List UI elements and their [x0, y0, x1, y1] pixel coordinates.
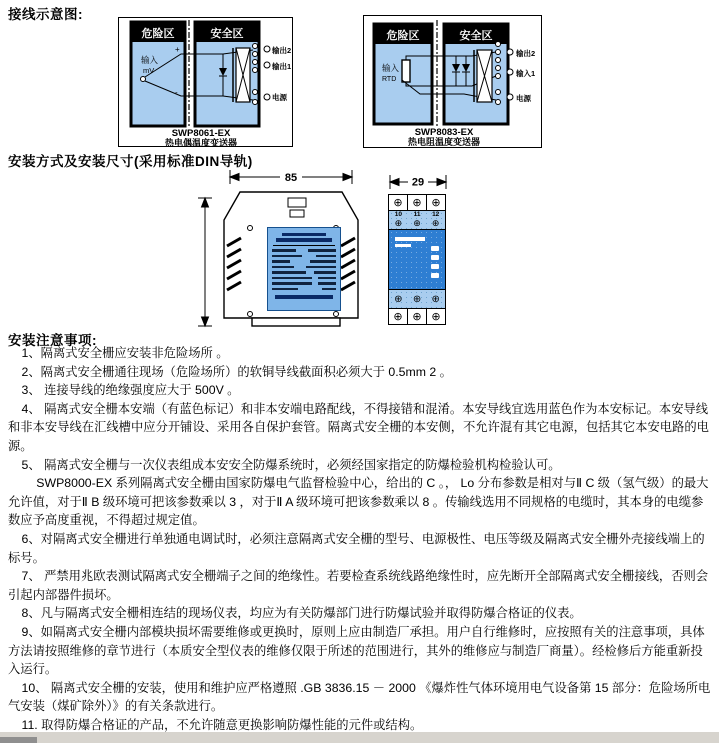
terminal-label-power: 电源	[272, 93, 287, 102]
screw-terminal-icon: ⊕	[431, 293, 440, 305]
note-item-5-continuation: SWP8000-EX 系列隔离式安全栅由国家防爆电气监督检验中心，给出的 C 。， Lo 分布参数是相对与Ⅱ C 级（氢气级）的最大允许值，对于Ⅱ B 级环境可把该参数乘以 3 ，对于Ⅱ A 级环境可把该参数乘以 8 。传输线选用不同规格的电缆时，其本身的电缆参数应予高度重视，不得超过规定值。	[8, 476, 709, 528]
installation-notes	[8, 344, 714, 734]
note-item-1: 1、隔离式安全栅应安装非危险场所 。	[21, 346, 229, 360]
footer-dark-block	[0, 737, 37, 743]
terminal-label-output2: 输出2	[272, 46, 292, 55]
upper-screw-row	[389, 211, 445, 230]
screw-terminal-icon: ⊕	[413, 218, 421, 228]
note-item-5: 5、 隔离式安全栅与一次仪表组成本安安全防爆系统时，必须经国家指定的防爆检验机构检验认可。	[21, 457, 561, 472]
brand-logo-bar	[395, 244, 411, 247]
note-item-10: 10、 隔离式安全栅的安装，使用和维护应严格遵照 .GB 3836.15 － 2000 《爆炸性气体环境用电气设备第 15 部分：危险场所电气安装（煤矿除外）》的有关条款进行。	[8, 680, 711, 714]
terminal-label-input1: 输入1	[516, 69, 536, 78]
bottom-terminal-block	[389, 308, 445, 324]
screw-terminal-icon: ⊕	[431, 197, 441, 209]
terminal-number: 10	[394, 211, 402, 218]
terminal-label-output2: 输出2	[516, 49, 536, 58]
terminal-label-output1: 输出1	[272, 62, 292, 71]
note-item-2: 2、隔离式安全栅通往现场（危险场所）的软铜导线截面积必须大于 0.5mm 2 。	[21, 364, 452, 379]
screw-terminal-icon: ⊕	[431, 311, 441, 323]
screw-terminal-icon: ⊕	[393, 197, 403, 209]
terminal-number: 12	[432, 211, 440, 218]
spec-label	[267, 227, 341, 311]
note-item-8: 8、凡与隔离式安全栅相连结的现场仪表，均应为有关防爆部门进行防爆试验并取得防爆合格证的仪表。	[21, 606, 582, 621]
hazard-zone-label: 危险区	[386, 30, 420, 42]
screw-terminal-icon: ⊕	[393, 311, 403, 323]
led-indicator	[431, 273, 439, 278]
model-caption: SWP8083-EX	[414, 127, 474, 138]
screw-terminal-icon: ⊕	[412, 311, 422, 323]
led-indicator	[431, 264, 439, 269]
hazard-zone-panel	[374, 24, 432, 124]
lower-screw-row	[389, 289, 445, 308]
note-item-11: 11. 取得防爆合格证的产品，不允许随意更换影响防爆性能的元件或结构。	[21, 717, 423, 732]
device-name-caption: 热电偶温度变送器	[164, 138, 238, 146]
module-faceplate	[389, 230, 445, 289]
note-item-9: 9、如隔离式安全栅内部模块损坏需要维修或更换时，原则上应由制造厂承担。用户自行维修时，应按照有关的注意事项，具体方法请按照维修的章节进行（本质安全型仪表的维修仅限于所述的范围进行，其外的维修应与制造厂商量）。经检修后方能重新投入运行。	[8, 624, 705, 677]
side-width-dimension: 85	[284, 172, 298, 184]
note-item-6: 6、对隔离式安全栅进行单独通电调试时，必须注意隔离式安全栅的型号、电源极性、电压等级及隔离式安全栅外壳接线端上的标号。	[8, 531, 705, 565]
screw-terminal-icon: ⊕	[394, 293, 403, 305]
screw-terminal-icon: ⊕	[394, 218, 403, 228]
input-label: 输入	[141, 55, 159, 65]
top-terminal-block	[389, 195, 445, 211]
screw-terminal-icon: ⊕	[412, 293, 422, 305]
front-view-module	[388, 194, 446, 325]
led-indicator	[431, 255, 439, 260]
transformer-symbol	[474, 50, 492, 102]
wiring-diagram-swp8061	[118, 17, 293, 147]
input-label: 输入	[382, 63, 400, 73]
brand-logo-bar	[395, 237, 425, 241]
dimension-drawings	[0, 168, 719, 333]
height-dimension-line	[198, 198, 212, 326]
led-indicator	[431, 246, 439, 251]
device-name-caption: 热电阻温度变送器	[407, 137, 481, 147]
terminal-number: 11	[413, 211, 421, 218]
model-caption: SWP8061-EX	[171, 128, 231, 139]
screw-terminal-icon: ⊕	[412, 197, 422, 209]
note-item-7: 7、 严禁用兆欧表测试隔离式安全栅端子之间的绝缘性。若要检查系统线路绝缘性时，应先断开全部隔离式安全栅接线，否则会引起内部器件损坏。	[8, 569, 709, 602]
hazard-zone-label: 危险区	[141, 28, 175, 40]
plus-mark: +	[175, 45, 180, 54]
transformer-symbol	[233, 48, 250, 102]
mounting-section-heading: 安装方式及安装尺寸(采用标准DIN导轨)	[8, 154, 253, 169]
note-item-3: 3、 连接导线的绝缘强度应大于 500V 。	[21, 383, 240, 398]
wiring-section-heading: 接线示意图:	[8, 7, 83, 22]
screw-terminal-icon: ⊕	[431, 218, 440, 228]
notes-section-heading: 安装注意事项:	[8, 333, 97, 348]
safe-zone-label: 安全区	[459, 30, 493, 42]
hazard-zone-panel	[131, 22, 185, 126]
rtd-resistor-symbol	[402, 60, 410, 82]
input-type-label: mV	[143, 66, 155, 75]
page-footer-strip	[0, 732, 719, 743]
input-type-label: RTD	[382, 76, 397, 83]
front-width-dimension: 29	[411, 176, 425, 189]
wiring-diagram-swp8083	[363, 15, 542, 148]
note-item-4: 4、 隔离式安全栅本安端（有蓝色标记）和非本安端电路配线，不得接错和混淆。本安导线宜选用蓝色作为本安标记。本安导线和非本安导线在汇线槽中应分开铺设、采用各自保护套管。隔离式安全栅的本安侧，不允许混有其它电源，包括其它本安电路的电源。	[8, 401, 709, 453]
terminal-label-power: 电源	[516, 94, 531, 103]
minus-mark: -	[175, 88, 178, 97]
safe-zone-label: 安全区	[210, 28, 244, 40]
